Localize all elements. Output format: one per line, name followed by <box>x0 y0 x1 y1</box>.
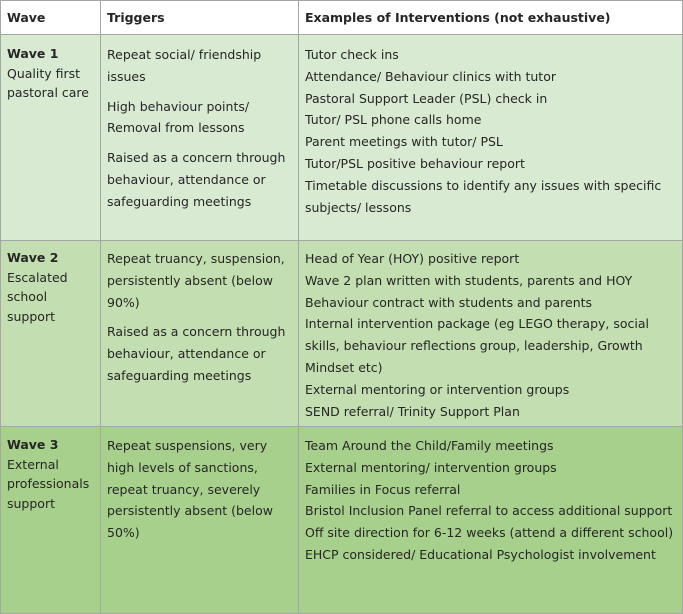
intervention-item: Timetable discussions to identify any issues with specific subjects/ lessons <box>305 177 662 215</box>
intervention-item: Attendance/ Behaviour clinics with tutor <box>305 68 556 84</box>
wave-subtitle: support <box>7 308 55 324</box>
table-row-wave-3 <box>1 427 683 614</box>
interventions-cell <box>299 35 683 241</box>
intervention-item: Team Around the Child/Family meetings <box>305 438 554 453</box>
intervention-item: Families in Focus referral <box>305 481 461 497</box>
intervention-item: Tutor/ PSL phone calls home <box>305 112 482 128</box>
wave-subtitle: pastoral care <box>7 85 89 100</box>
trigger-item: Repeat truancy, suspension, persistently absent (below 90%) <box>107 251 285 310</box>
triggers-cell <box>101 241 299 427</box>
wave-subtitle: school <box>7 289 48 304</box>
wave-subtitle: Escalated <box>7 269 68 285</box>
wave-title: Wave 2 <box>7 250 59 265</box>
header-triggers: Triggers <box>101 1 299 35</box>
intervention-item: Off site direction for 6-12 weeks (attend a different school) <box>305 525 674 541</box>
intervention-item: External mentoring/ intervention groups <box>305 459 557 475</box>
intervention-item: Tutor/PSL positive behaviour report <box>305 155 525 171</box>
wave-cell <box>1 35 101 241</box>
wave-subtitle: Quality first <box>7 65 81 81</box>
header-row <box>1 1 683 35</box>
header-interventions: Examples of Interventions (not exhaustive) <box>299 1 683 35</box>
wave-title: Wave 1 <box>7 46 59 61</box>
table-row-wave-2 <box>1 241 683 427</box>
intervention-item: Internal intervention package (eg LEGO therapy, social skills, behaviour reflections group, leadership, Growth Mindset etc) <box>305 316 650 375</box>
triggers-cell <box>101 35 299 241</box>
wave-subtitle: support <box>7 495 55 511</box>
intervention-item: External mentoring or intervention groups <box>305 381 570 397</box>
intervention-item: EHCP considered/ Educational Psychologist involvement <box>305 546 656 562</box>
intervention-item: Pastoral Support Leader (PSL) check in <box>305 90 548 106</box>
wave-subtitle: professionals <box>7 476 90 491</box>
intervention-item: Bristol Inclusion Panel referral to access additional support <box>305 503 673 519</box>
trigger-item: Raised as a concern through behaviour, attendance or safeguarding meetings <box>107 150 286 209</box>
interventions-cell <box>299 241 683 427</box>
intervention-item: Behaviour contract with students and parents <box>305 294 593 310</box>
triggers-cell <box>101 427 299 614</box>
intervention-item: Wave 2 plan written with students, parents and HOY <box>305 272 633 288</box>
header-wave: Wave <box>1 1 101 35</box>
intervention-item: SEND referral/ Trinity Support Plan <box>305 403 520 419</box>
wave-subtitle: External <box>7 456 59 472</box>
table-row-wave-1 <box>1 35 683 241</box>
wave-title: Wave 3 <box>7 437 59 452</box>
trigger-item: Repeat social/ friendship issues <box>107 47 262 84</box>
trigger-item: Raised as a concern through behaviour, attendance or safeguarding meetings <box>107 324 286 383</box>
trigger-item: Repeat suspensions, very high levels of sanctions, repeat truancy, severely persistently absent (below 50%) <box>107 438 273 541</box>
interventions-cell <box>299 427 683 614</box>
intervention-item: Parent meetings with tutor/ PSL <box>305 134 503 150</box>
wave-cell <box>1 427 101 614</box>
wave-cell <box>1 241 101 427</box>
intervention-item: Head of Year (HOY) positive report <box>305 251 520 266</box>
trigger-item: High behaviour points/ Removal from lessons <box>107 98 250 136</box>
intervention-item: Tutor check ins <box>305 47 399 62</box>
